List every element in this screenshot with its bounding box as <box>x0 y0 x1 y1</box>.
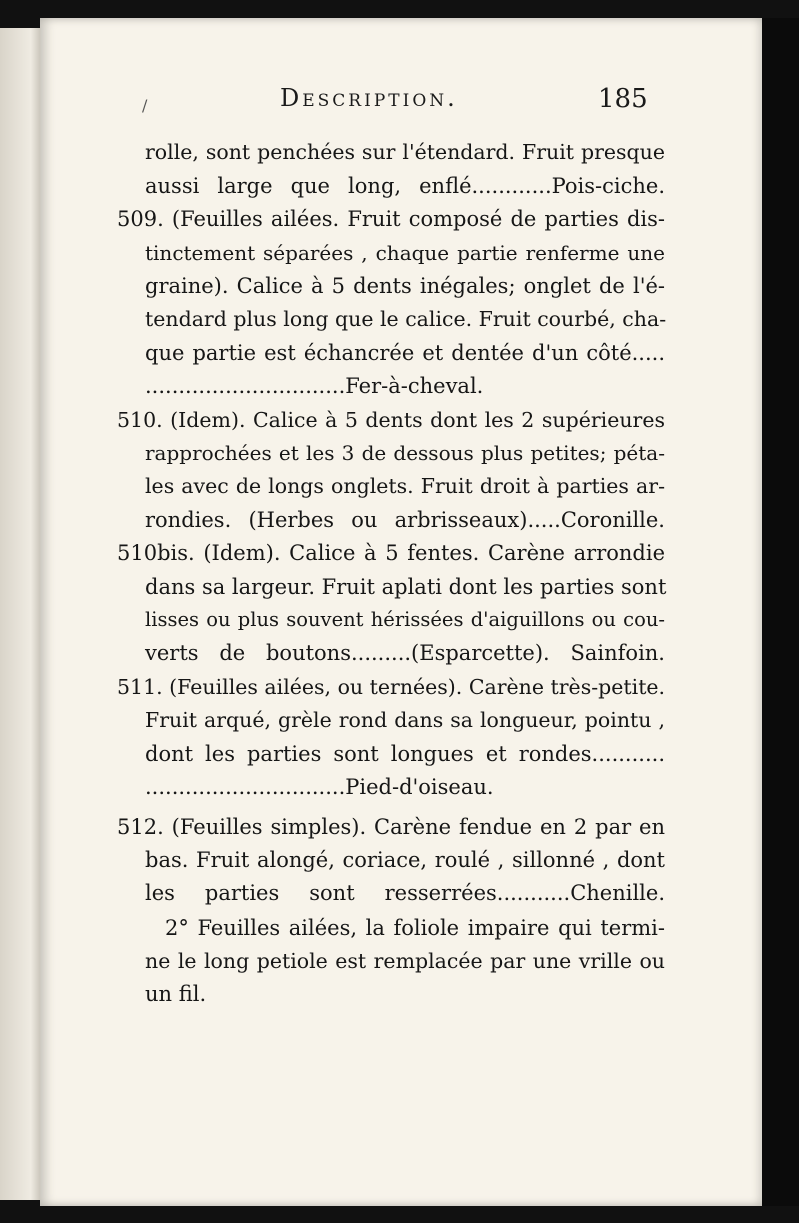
text-line: ne le long petiole est remplacée par une vrille ou <box>145 949 665 973</box>
text-line: dont les parties sont longues et rondes........... <box>145 742 665 766</box>
text-line: rapprochées et les 3 de dessous plus petites; péta- <box>145 441 665 465</box>
text-line: rondies. (Herbes ou arbrisseaux).....Coronille. <box>145 508 665 532</box>
text-line: lisses ou plus souvent hérissées d'aiguillons ou cou- <box>145 608 665 631</box>
text-line: Fruit arqué, grèle rond dans sa longueur, pointu , <box>145 708 665 732</box>
entry-510-line: 510. (Idem). Calice à 5 dents dont les 2 supérieures <box>117 408 665 432</box>
text-line: ..............................Fer-à-cheval. <box>145 374 484 398</box>
running-header <box>280 84 680 120</box>
text-line: ..............................Pied-d'oiseau. <box>145 775 494 799</box>
margin-mark: / <box>142 96 148 115</box>
entry-510bis-line: 510bis. (Idem). Calice à 5 fentes. Carène arrondie <box>117 541 665 565</box>
text-line: rolle, sont penchées sur l'étendard. Fruit presque <box>145 140 665 164</box>
page-edge-shadow <box>762 18 799 1206</box>
text-line: aussi large que long, enflé............Pois-ciche. <box>145 174 665 198</box>
entry-509-line: 509. (Feuilles ailées. Fruit composé de parties dis- <box>117 207 665 231</box>
running-title: Description. <box>280 84 458 112</box>
text-line: verts de boutons.........(Esparcette). Sainfoin. <box>145 641 665 665</box>
entry-512-line: 512. (Feuilles simples). Carène fendue en 2 par en <box>117 815 665 839</box>
text-line: les avec de longs onglets. Fruit droit à parties ar- <box>145 474 665 498</box>
text-line: que partie est échancrée et dentée d'un côté..... <box>145 341 665 365</box>
text-line: tinctement séparées , chaque partie renferme une <box>145 241 665 265</box>
section-2-line: 2° Feuilles ailées, la foliole impaire qui termi- <box>165 916 665 940</box>
text-line: les parties sont resserrées...........Chenille. <box>145 881 665 905</box>
text-line: graine). Calice à 5 dents inégales; onglet de l'é- <box>145 274 665 298</box>
text-line: bas. Fruit alongé, coriace, roulé , sillonné , dont <box>145 848 665 872</box>
text-line: dans sa largeur. Fruit aplati dont les parties sont <box>145 575 667 599</box>
entry-511-line: 511. (Feuilles ailées, ou ternées). Carène très-petite. <box>117 675 666 699</box>
facing-page-edge <box>0 28 44 1200</box>
text-line: tendard plus long que le calice. Fruit courbé, cha- <box>145 307 667 331</box>
text-line: un fil. <box>145 982 207 1006</box>
page-number: 185 <box>598 84 648 114</box>
